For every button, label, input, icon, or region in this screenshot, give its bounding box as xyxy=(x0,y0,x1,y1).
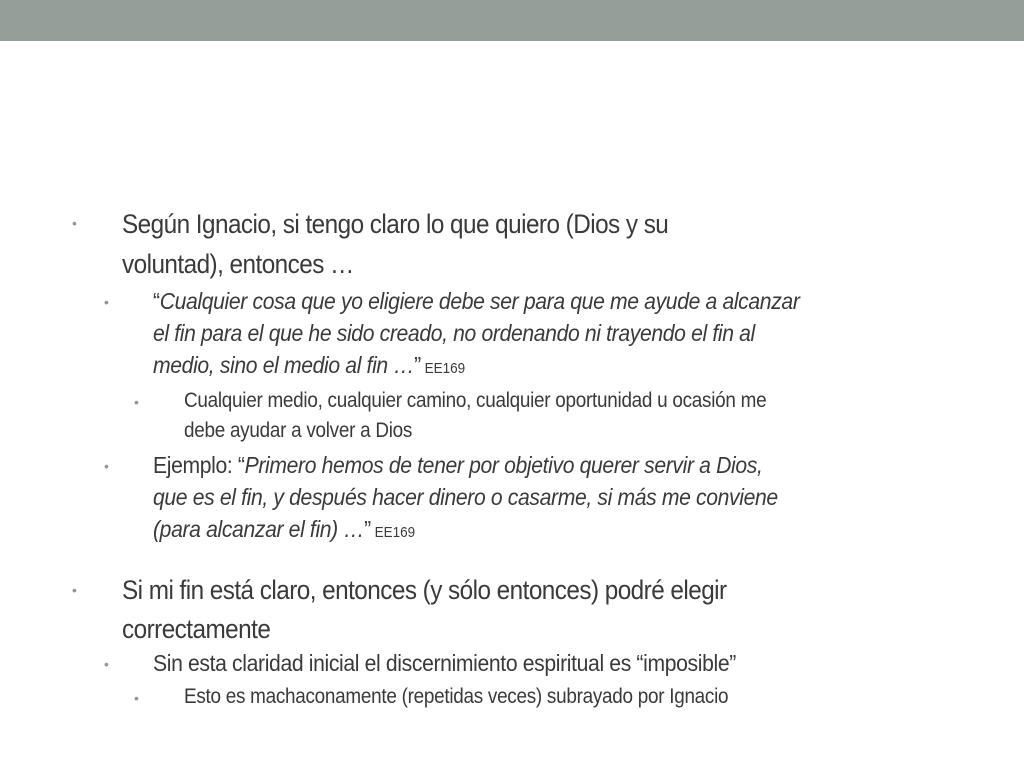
reference-ee169: EE169 xyxy=(370,524,416,541)
bullet-icon: • xyxy=(104,656,109,672)
close-quote: ” xyxy=(414,352,421,378)
point-1b-line-1 xyxy=(153,449,762,481)
close-quote: ” xyxy=(364,516,371,542)
point-1a-line-3 xyxy=(153,349,465,385)
point-1a-line-1 xyxy=(153,285,800,317)
point-1-line-2: voluntad), entonces … xyxy=(122,249,354,279)
bullet-icon: • xyxy=(72,582,77,598)
example-text-2: que es el fin, y después hacer dinero o casarme, si más me conviene xyxy=(153,484,778,510)
point-2-line-2: correctamente xyxy=(122,614,271,644)
point-1b-line-3 xyxy=(153,513,415,549)
quote-text-1: Cualquier cosa que yo eligiere debe ser para que me ayude a alcanzar xyxy=(159,288,800,314)
reference-ee169: EE169 xyxy=(420,360,466,377)
point-2a-i-text: Esto es machaconamente (repetidas veces) subrayado por Ignacio xyxy=(184,685,729,708)
quote-text-2: el fin para el que he sido creado, no ordenando ni trayendo el fin al xyxy=(153,320,755,346)
open-quote: “ xyxy=(153,288,160,314)
bullet-icon: • xyxy=(72,215,77,231)
point-1a-i-line-1: Cualquier medio, cualquier camino, cualquier oportunidad u ocasión me xyxy=(184,389,767,412)
bullet-icon: • xyxy=(134,394,139,410)
point-1a-i-line-2: debe ayudar a volver a Dios xyxy=(184,419,413,442)
example-text-3: (para alcanzar el fin) … xyxy=(153,516,365,542)
bullet-icon: • xyxy=(134,690,139,706)
point-1a-line-2 xyxy=(153,317,755,349)
example-prefix: Ejemplo: “ xyxy=(153,452,245,478)
point-1b-line-2 xyxy=(153,481,778,513)
point-1-line-1: Según Ignacio, si tengo claro lo que quiero (Dios y su xyxy=(122,209,669,239)
bullet-icon: • xyxy=(104,294,109,310)
bullet-icon: • xyxy=(104,458,109,474)
quote-text-3: medio, sino el medio al fin … xyxy=(153,352,415,378)
point-2a-text: Sin esta claridad inicial el discernimiento espiritual es “imposible” xyxy=(153,650,736,676)
example-text-1: Primero hemos de tener por objetivo querer servir a Dios, xyxy=(244,452,763,478)
point-2-line-1: Si mi fin está claro, entonces (y sólo entonces) podré elegir xyxy=(122,575,727,605)
